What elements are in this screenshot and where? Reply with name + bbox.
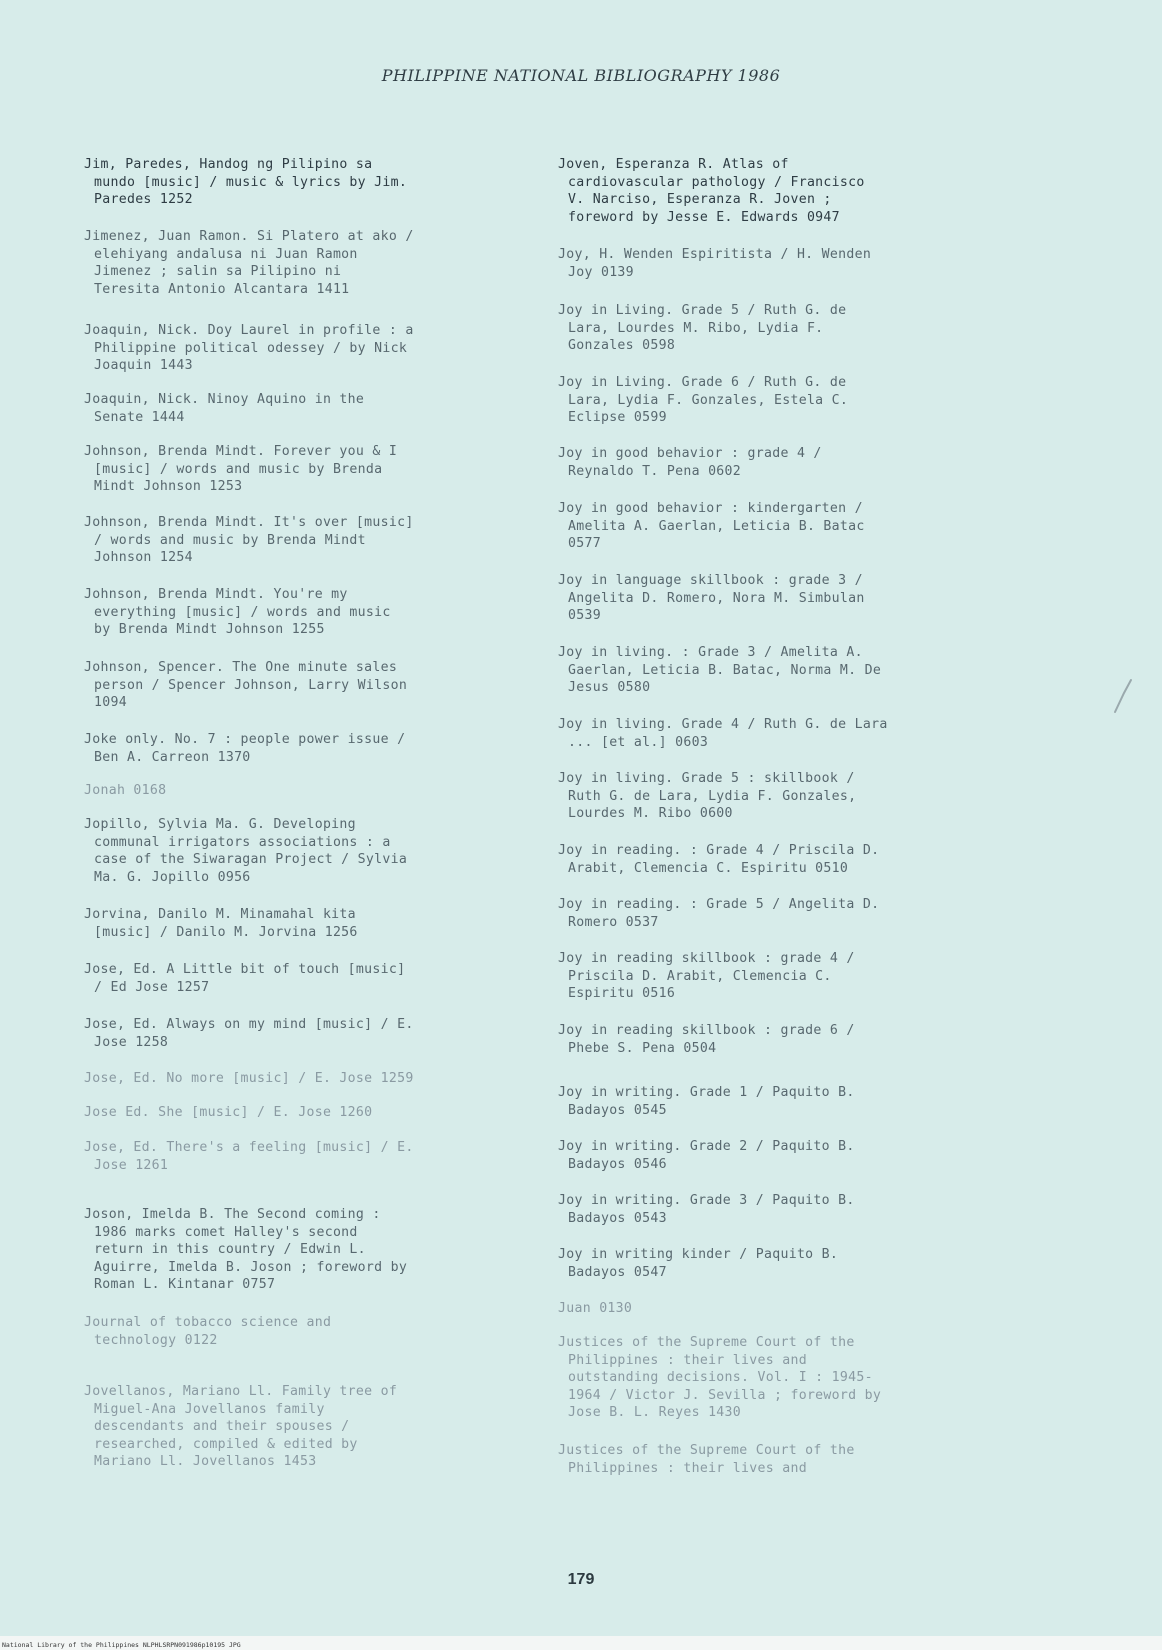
page-number: 179 bbox=[567, 1571, 595, 1588]
bibliography-entry: Jonah 0168 bbox=[84, 783, 167, 798]
bibliography-entry: Joy in Living. Grade 5 / Ruth G. de Lara, Lourdes M. Ribo, Lydia F. Gonzales 0598 bbox=[558, 303, 847, 353]
bibliography-entry: Jovellanos, Mariano Ll. Family tree of Miguel-Ana Jovellanos family descendants and their spouses / researched, compiled & edited by Mariano Ll. Jovellanos 1453 bbox=[84, 1384, 398, 1469]
bibliography-entry: Joaquin, Nick. Ninoy Aquino in the Senate 1444 bbox=[84, 392, 365, 425]
bibliography-entry: Johnson, Spencer. The One minute sales person / Spencer Johnson, Larry Wilson 1094 bbox=[84, 660, 408, 710]
bibliography-entry: Joy in language skillbook : grade 3 / Angelita D. Romero, Nora M. Simbulan 0539 bbox=[558, 573, 865, 623]
pen-stroke-mark bbox=[1112, 678, 1134, 716]
bibliography-entry: Joy in living. : Grade 3 / Amelita A. Gaerlan, Leticia B. Batac, Norma M. De Jesus 0580 bbox=[558, 645, 882, 695]
bibliography-entry: Joy in writing. Grade 1 / Paquito B. Badayos 0545 bbox=[558, 1085, 855, 1118]
bibliography-entry: Joy, H. Wenden Espiritista / H. Wenden Joy 0139 bbox=[558, 247, 872, 280]
bibliography-entry: Joy in living. Grade 5 : skillbook / Ruth G. de Lara, Lydia F. Gonzales, Lourdes M. Ribo 0600 bbox=[558, 771, 857, 821]
bibliography-entry: Johnson, Brenda Mindt. It's over [music] / words and music by Brenda Mindt Johnson 1254 bbox=[84, 515, 414, 565]
bibliography-entry: Joy in reading skillbook : grade 4 / Priscila D. Arabit, Clemencia C. Espiritu 0516 bbox=[558, 951, 855, 1001]
bibliography-entry: Jose, Ed. A Little bit of touch [music] / Ed Jose 1257 bbox=[84, 962, 406, 995]
bibliography-entry: Joke only. No. 7 : people power issue / Ben A. Carreon 1370 bbox=[84, 732, 406, 765]
bibliography-entry: Joy in good behavior : grade 4 / Reynaldo T. Pena 0602 bbox=[558, 446, 822, 479]
bibliography-entry: Jim, Paredes, Handog ng Pilipino sa mundo [music] / music & lyrics by Jim. Paredes 1252 bbox=[84, 157, 408, 207]
bibliography-entry: Joy in reading skillbook : grade 6 / Phebe S. Pena 0504 bbox=[558, 1023, 855, 1056]
bibliography-entry: Joy in writing. Grade 2 / Paquito B. Badayos 0546 bbox=[558, 1139, 855, 1172]
bibliography-entry: Jose, Ed. Always on my mind [music] / E. Jose 1258 bbox=[84, 1017, 414, 1050]
bibliography-entry: Johnson, Brenda Mindt. Forever you & I [music] / words and music by Brenda Mindt Johnson 1253 bbox=[84, 444, 398, 494]
bibliography-entry: Jose Ed. She [music] / E. Jose 1260 bbox=[84, 1105, 373, 1120]
bibliography-entry: Joy in reading. : Grade 5 / Angelita D. Romero 0537 bbox=[558, 897, 880, 930]
bibliography-entry: Justices of the Supreme Court of the Philippines : their lives and outstanding decisions. Vol. I : 1945- 1964 / Victor J. Sevilla ; foreword by Jose B. L. Reyes 1430 bbox=[558, 1335, 882, 1420]
scan-footer bbox=[0, 1636, 1162, 1650]
bibliography-entry: Jose, Ed. There's a feeling [music] / E. Jose 1261 bbox=[84, 1140, 414, 1173]
bibliography-entry: Johnson, Brenda Mindt. You're my everything [music] / words and music by Brenda Mindt Johnson 1255 bbox=[84, 587, 391, 637]
bibliography-entry: Juan 0130 bbox=[558, 1301, 633, 1316]
bibliography-entry: Joven, Esperanza R. Atlas of cardiovascular pathology / Francisco V. Narciso, Esperanza R. Joven ; foreword by Jesse E. Edwards 0947 bbox=[558, 157, 865, 225]
bibliography-entry: Jopillo, Sylvia Ma. G. Developing communal irrigators associations : a case of the Siwaragan Project / Sylvia Ma. G. Jopillo 0956 bbox=[84, 817, 408, 885]
bibliography-entry: Justices of the Supreme Court of the Philippines : their lives and bbox=[558, 1443, 855, 1476]
bibliography-entry: Jose, Ed. No more [music] / E. Jose 1259 bbox=[84, 1071, 414, 1086]
bibliography-entry: Jorvina, Danilo M. Minamahal kita [music] / Danilo M. Jorvina 1256 bbox=[84, 907, 358, 940]
bibliography-entry: Joy in good behavior : kindergarten / Amelita A. Gaerlan, Leticia B. Batac 0577 bbox=[558, 501, 865, 551]
bibliography-entry: Joy in reading. : Grade 4 / Priscila D. Arabit, Clemencia C. Espiritu 0510 bbox=[558, 843, 880, 876]
bibliography-entry: Jimenez, Juan Ramon. Si Platero at ako / elehiyang andalusa ni Juan Ramon Jimenez ; salin sa Pilipino ni Teresita Antonio Alcantara 1411 bbox=[84, 229, 414, 297]
bibliography-entry: Joy in writing kinder / Paquito B. Badayos 0547 bbox=[558, 1247, 839, 1280]
running-head: PHILIPPINE NATIONAL BIBLIOGRAPHY 1986 bbox=[381, 66, 781, 85]
bibliography-entry: Joy in writing. Grade 3 / Paquito B. Badayos 0543 bbox=[558, 1193, 855, 1226]
bibliography-entry: Joson, Imelda B. The Second coming : 1986 marks comet Halley's second return in this country / Edwin L. Aguirre, Imelda B. Joson ; foreword by Roman L. Kintanar 0757 bbox=[84, 1207, 408, 1292]
bibliography-entry: Joaquin, Nick. Doy Laurel in profile : a Philippine political odessey / by Nick Joaquin 1443 bbox=[84, 323, 414, 373]
bibliography-entry: Joy in Living. Grade 6 / Ruth G. de Lara, Lydia F. Gonzales, Estela C. Eclipse 0599 bbox=[558, 375, 849, 425]
scan-footer-text: National Library of the Philippines NLPHLSRPN091986p10195 JPG bbox=[2, 1641, 241, 1649]
bibliography-entry: Joy in living. Grade 4 / Ruth G. de Lara ... [et al.] 0603 bbox=[558, 717, 888, 750]
bibliography-entry: Journal of tobacco science and technology 0122 bbox=[84, 1315, 332, 1348]
